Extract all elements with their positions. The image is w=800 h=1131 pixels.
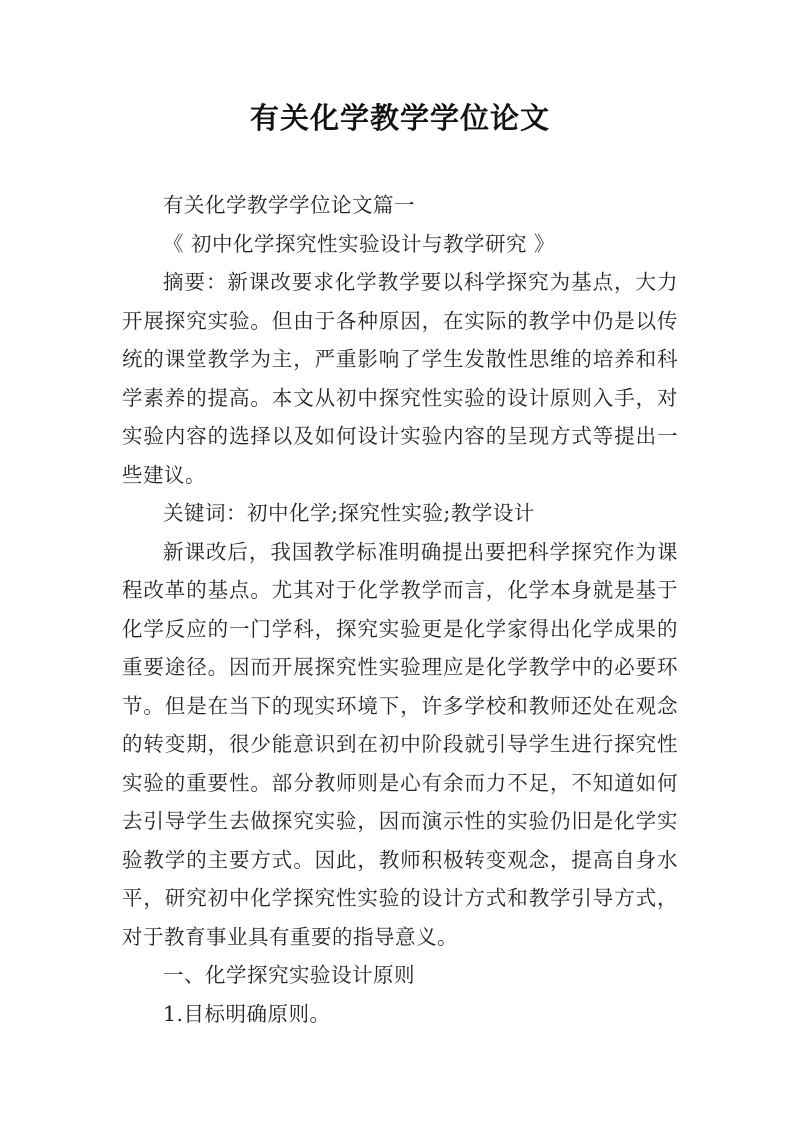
subheading: 1.目标明确原则。 xyxy=(163,1001,331,1026)
section-heading: 有关化学教学学位论文篇一 xyxy=(163,193,415,217)
document-body xyxy=(122,186,678,1033)
paper-title-line: 《 初中化学探究性实验设计与教学研究 》 xyxy=(163,231,556,256)
chapter-heading: 一、化学探究实验设计原则 xyxy=(163,963,415,987)
document-title: 有关化学教学学位论文 xyxy=(249,101,550,135)
abstract-paragraph: 摘要：新课改要求化学教学要以科学探究为基点，大力开展探究实验。但由于各种原因，在实际的教学中仍是以传统的课堂教学为主，严重影响了学生发散性思维的培养和科学素养的提高。本文从初中探究性实验的设计原则入手，对实验内容的选择以及如何设计实验内容的呈现方式等提出一些建议。 xyxy=(122,270,678,487)
keywords-line: 关键词：初中化学;探究性实验;教学设计 xyxy=(163,501,535,525)
intro-paragraph: 新课改后，我国教学标准明确提出要把科学探究作为课程改革的基点。尤其对于化学教学而言，化学本身就是基于化学反应的一门学科，探究实验更是化学家得出化学成果的重要途径。因而开展探究性实验理应是化学教学中的必要环节。但是在当下的现实环境下，许多学校和教师还处在观念的转变期，很少能意识到在初中阶段就引导学生进行探究性实验的重要性。部分教师则是心有余而力不足，不知道如何去引导学生去做探究实验，因而演示性的实验仍旧是化学实验教学的主要方式。因此，教师积极转变观念，提高自身水平，研究初中化学探究性实验的设计方式和教学引导方式，对于教育事业具有重要的指导意义。 xyxy=(122,539,678,949)
